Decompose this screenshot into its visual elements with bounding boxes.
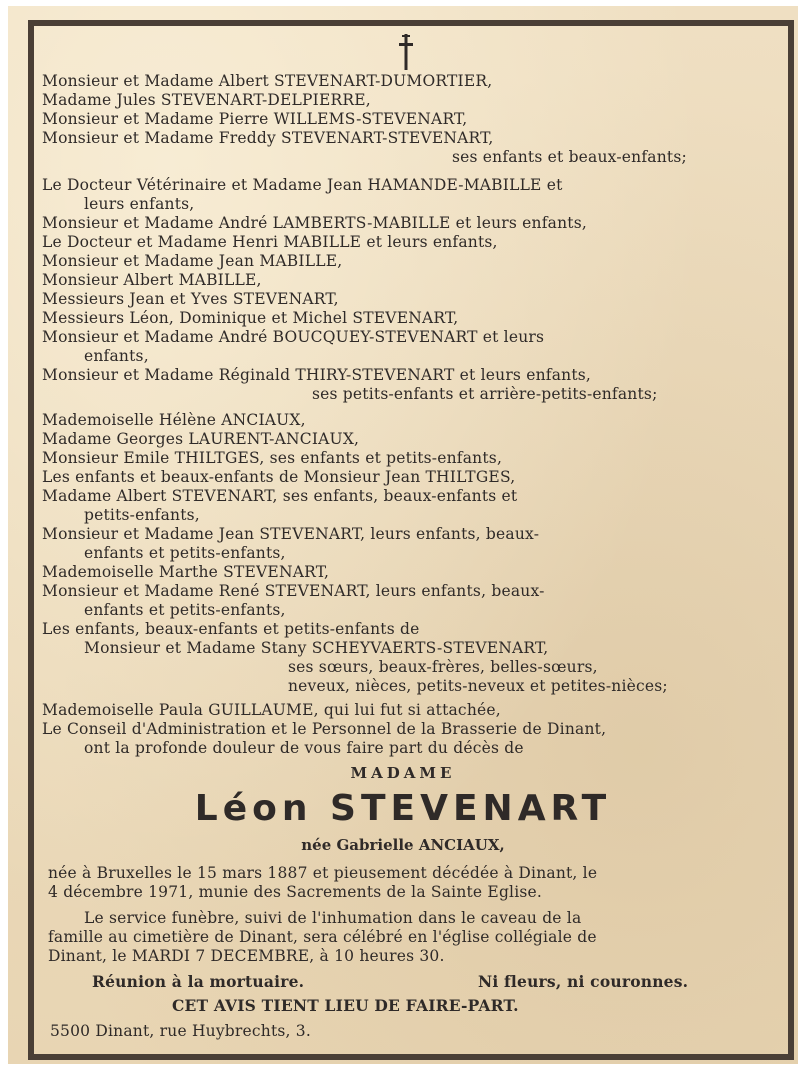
reunion-text: Réunion à la mortuaire. xyxy=(92,972,305,991)
mourner-line: Les enfants et beaux-enfants de Monsieur Jean THILTGES, xyxy=(42,468,516,486)
mourner-line: Monsieur et Madame Jean MABILLE, xyxy=(42,252,343,270)
mourner-line: Monsieur et Madame Stany SCHEYVAERTS-STEVENART, xyxy=(84,639,549,657)
mourner-line: enfants et petits-enfants, xyxy=(84,601,286,619)
mourner-line: Monsieur et Madame Pierre WILLEMS-STEVENART, xyxy=(42,110,468,128)
mourner-line: Les enfants, beaux-enfants et petits-enfants de xyxy=(42,620,420,638)
service-line: Dinant, le MARDI 7 DECEMBRE, à 10 heures 30. xyxy=(48,947,445,965)
mourner-line: Monsieur et Madame Freddy STEVENART-STEVENART, xyxy=(42,129,494,147)
service-line: famille au cimetière de Dinant, sera célébré en l'église collégiale de xyxy=(48,928,597,946)
mourner-line: leurs enfants, xyxy=(84,195,195,213)
service-line: Le service funèbre, suivi de l'inhumation dans le caveau de la xyxy=(84,909,582,927)
deceased-honorific: MADAME xyxy=(350,764,456,782)
mourner-line: Messieurs Léon, Dominique et Michel STEVENART, xyxy=(42,309,459,327)
mourner-line: Mademoiselle Paula GUILLAUME, qui lui fut si attachée, xyxy=(42,701,501,719)
mourner-line: Madame Jules STEVENART-DELPIERRE, xyxy=(42,91,371,109)
mourner-line: ses petits-enfants et arrière-petits-enfants; xyxy=(312,385,658,403)
mourner-line: Monsieur et Madame André BOUCQUEY-STEVENART et leurs xyxy=(42,328,545,346)
mourner-line: petits-enfants, xyxy=(84,506,200,524)
mourner-line: Messieurs Jean et Yves STEVENART, xyxy=(42,290,339,308)
mourner-line: ses sœurs, beaux-frères, belles-sœurs, xyxy=(288,658,598,676)
no-flowers-text: Ni fleurs, ni couronnes. xyxy=(478,972,689,991)
mourner-line: Monsieur et Madame Albert STEVENART-DUMORTIER, xyxy=(42,72,493,90)
mourner-line: enfants, xyxy=(84,347,149,365)
mourner-line: Madame Georges LAURENT-ANCIAUX, xyxy=(42,430,360,448)
mourner-line: Mademoiselle Hélène ANCIAUX, xyxy=(42,411,306,429)
birth-death-line: 4 décembre 1971, munie des Sacrements de la Sainte Eglise. xyxy=(48,883,543,901)
birth-death-line: née à Bruxelles le 15 mars 1887 et pieusement décédée à Dinant, le xyxy=(48,864,598,882)
mourner-line: Le Docteur et Madame Henri MABILLE et leurs enfants, xyxy=(42,233,498,251)
deceased-name: Léon STEVENART xyxy=(194,788,612,829)
notice-text: CET AVIS TIENT LIEU DE FAIRE-PART. xyxy=(172,996,519,1015)
mourner-line: neveux, nièces, petits-neveux et petites-nièces; xyxy=(288,677,668,695)
mourner-line: ses enfants et beaux-enfants; xyxy=(452,148,687,166)
deceased-maiden-name: née Gabrielle ANCIAUX, xyxy=(301,836,505,854)
cross-icon xyxy=(398,34,414,70)
mourner-line: Monsieur et Madame Jean STEVENART, leurs enfants, beaux- xyxy=(42,525,540,543)
mourner-line: Madame Albert STEVENART, ses enfants, beaux-enfants et xyxy=(42,487,518,505)
mourner-line: Le Docteur Vétérinaire et Madame Jean HAMANDE-MABILLE et xyxy=(42,176,563,194)
mourner-line: Monsieur et Madame Réginald THIRY-STEVENART et leurs enfants, xyxy=(42,366,592,384)
mourner-line: Le Conseil d'Administration et le Personnel de la Brasserie de Dinant, xyxy=(42,720,607,738)
mourner-line: enfants et petits-enfants, xyxy=(84,544,286,562)
mourner-line: Monsieur et Madame René STEVENART, leurs enfants, beaux- xyxy=(42,582,545,600)
obituary-notice xyxy=(8,6,798,1064)
mourner-line: Monsieur et Madame André LAMBERTS-MABILLE et leurs enfants, xyxy=(42,214,587,232)
address-text: 5500 Dinant, rue Huybrechts, 3. xyxy=(50,1022,311,1040)
announcement-line: ont la profonde douleur de vous faire part du décès de xyxy=(84,739,524,757)
mourner-line: Monsieur Albert MABILLE, xyxy=(42,271,262,289)
mourner-line: Monsieur Emile THILTGES, ses enfants et petits-enfants, xyxy=(42,449,503,467)
mourner-line: Mademoiselle Marthe STEVENART, xyxy=(42,563,330,581)
